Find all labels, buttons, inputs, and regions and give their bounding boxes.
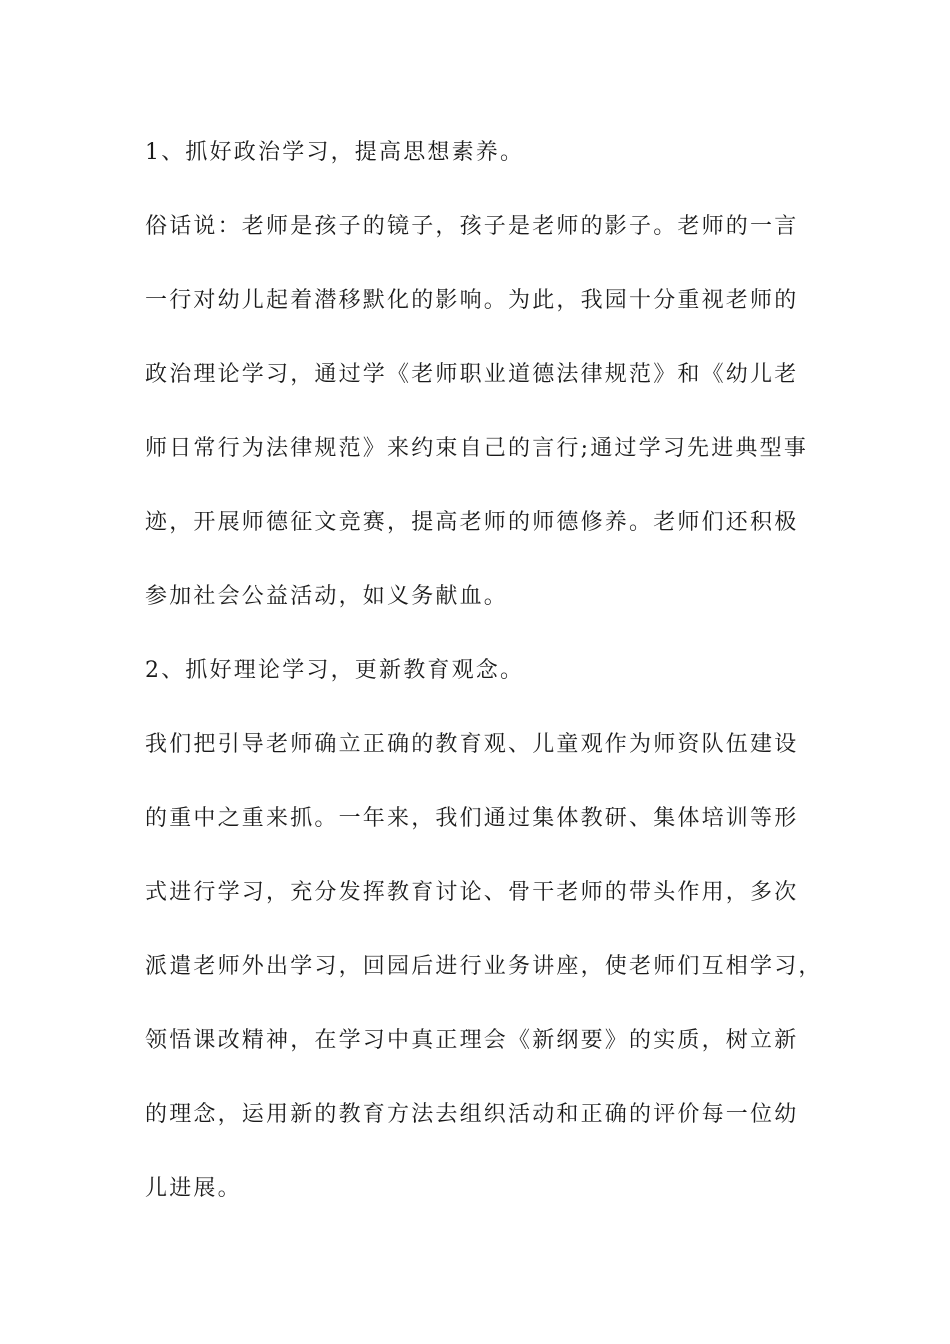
paragraph-line: 领悟课改精神，在学习中真正理会《新纲要》的实质，树立新 <box>145 1028 799 1053</box>
paragraph-line: 一行对幼儿起着潜移默化的影响。为此，我园十分重视老师的 <box>145 288 799 313</box>
paragraph-line: 参加社会公益活动，如义务献血。 <box>145 584 509 609</box>
paragraph-line: 的理念，运用新的教育方法去组织活动和正确的评价每一位幼 <box>145 1102 799 1127</box>
paragraph-line: 俗话说：老师是孩子的镜子，孩子是老师的影子。老师的一言 <box>145 214 799 239</box>
paragraph-line: 我们把引导老师确立正确的教育观、儿童观作为师资队伍建设 <box>145 732 799 757</box>
paragraph-line: 的重中之重来抓。一年来，我们通过集体教研、集体培训等形 <box>145 806 799 831</box>
paragraph-line: 政治理论学习，通过学《老师职业道德法律规范》和《幼儿老 <box>145 362 799 387</box>
paragraph-line: 派遣老师外出学习，回园后进行业务讲座，使老师们互相学习， <box>145 954 823 979</box>
section-heading-2: 2、抓好理论学习，更新教育观念。 <box>145 658 525 683</box>
paragraph-line: 儿进展。 <box>145 1176 242 1201</box>
section-heading-1: 1、抓好政治学习，提高思想素养。 <box>145 140 525 165</box>
paragraph-line: 式进行学习，充分发挥教育讨论、骨干老师的带头作用，多次 <box>145 880 799 905</box>
paragraph-line: 迹，开展师德征文竞赛，提高老师的师德修养。老师们还积极 <box>145 510 799 535</box>
paragraph-line: 师日常行为法律规范》来约束自己的言行;通过学习先进典型事 <box>145 436 809 461</box>
